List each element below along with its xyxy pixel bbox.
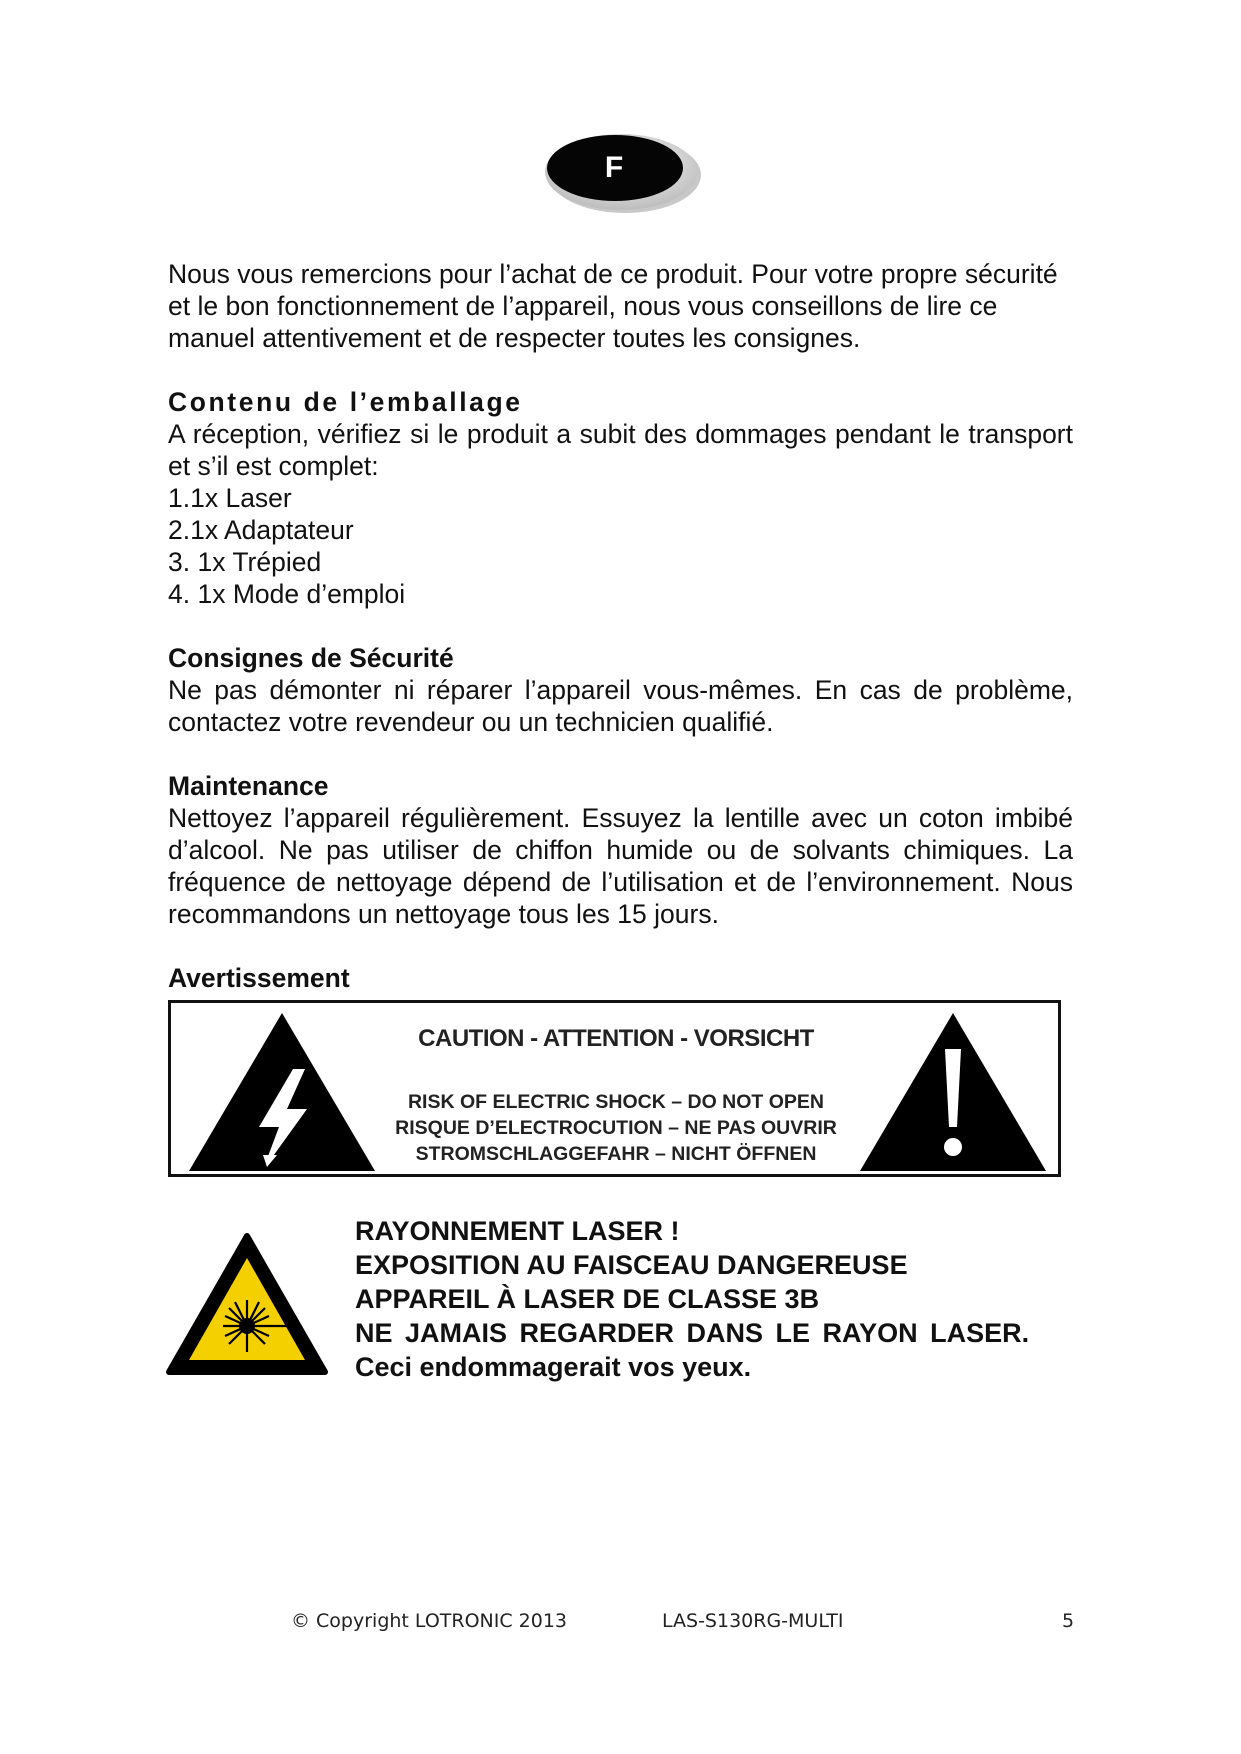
caution-title: CAUTION - ATTENTION - VORSICHT xyxy=(418,1025,814,1052)
safety-section xyxy=(168,642,1073,738)
exclamation-warning-icon xyxy=(858,1009,1048,1175)
package-contents-heading: Contenu de l’emballage xyxy=(168,387,523,417)
package-contents-section xyxy=(168,386,1073,610)
maintenance-section xyxy=(168,770,1073,930)
laser-line-2: EXPOSITION AU FAISCEAU DANGEREUSE xyxy=(355,1250,908,1280)
footer-copyright: © Copyright LOTRONIC 2013 xyxy=(291,1610,568,1632)
laser-warning-text xyxy=(355,1214,1075,1384)
caution-line-de: STROMSCHLAGGEFAHR – NICHT ÖFFNEN xyxy=(415,1143,817,1165)
laser-line-1: RAYONNEMENT LASER ! xyxy=(355,1216,680,1246)
list-item: 3. 1x Trépied xyxy=(168,547,322,577)
document-body xyxy=(168,258,1073,994)
maintenance-text: Nettoyez l’appareil régulièrement. Essuyez la lentille avec un coton imbibé d’alcool. Ne pas utiliser de chiffon humide ou de solvants chimiques. La fréquence de nettoyage dépend de l’utilisation et de l’environnement. Nous recommandons un nettoyage tous les 15 jours. xyxy=(168,803,1073,929)
language-badge xyxy=(543,130,703,216)
caution-label-box xyxy=(168,1000,1061,1177)
safety-heading: Consignes de Sécurité xyxy=(168,643,454,673)
package-items-list xyxy=(168,482,1073,610)
electric-shock-warning-icon xyxy=(187,1009,377,1175)
footer-model: LAS-S130RG-MULTI xyxy=(662,1610,844,1632)
list-item: 1.1x Laser xyxy=(168,483,292,513)
caution-line-en: RISK OF ELECTRIC SHOCK – DO NOT OPEN xyxy=(407,1091,825,1113)
warning-heading: Avertissement xyxy=(168,963,350,993)
caution-line-fr: RISQUE D’ELECTROCUTION – NE PAS OUVRIR xyxy=(395,1117,837,1139)
maintenance-heading: Maintenance xyxy=(168,771,329,801)
badge-letter: F xyxy=(604,151,624,184)
page-number: 5 xyxy=(1062,1610,1075,1632)
laser-line-3: APPAREIL À LASER DE CLASSE 3B xyxy=(355,1284,820,1314)
package-contents-text: A réception, vérifiez si le produit a subit des dommages pendant le transport et s’il est complet: xyxy=(168,419,1073,481)
laser-hazard-icon xyxy=(165,1230,330,1380)
caution-lines xyxy=(371,1089,861,1167)
list-item: 2.1x Adaptateur xyxy=(168,515,354,545)
laser-line-5: Ceci endommagerait vos yeux. xyxy=(355,1352,752,1382)
laser-line-4: NE JAMAIS REGARDER DANS LE RAYON LASER. xyxy=(355,1318,1030,1348)
page-footer xyxy=(0,1610,1241,1640)
list-item: 4. 1x Mode d’emploi xyxy=(168,579,406,609)
intro-paragraph: Nous vous remercions pour l’achat de ce produit. Pour votre propre sécurité et le bon fonctionnement de l’appareil, nous vous conseillons de lire ce manuel attentivement et de respecter toutes les consignes. xyxy=(168,259,1058,353)
safety-text: Ne pas démonter ni réparer l’appareil vous-mêmes. En cas de problème, contactez votre revendeur ou un technicien qualifié. xyxy=(168,675,1073,737)
